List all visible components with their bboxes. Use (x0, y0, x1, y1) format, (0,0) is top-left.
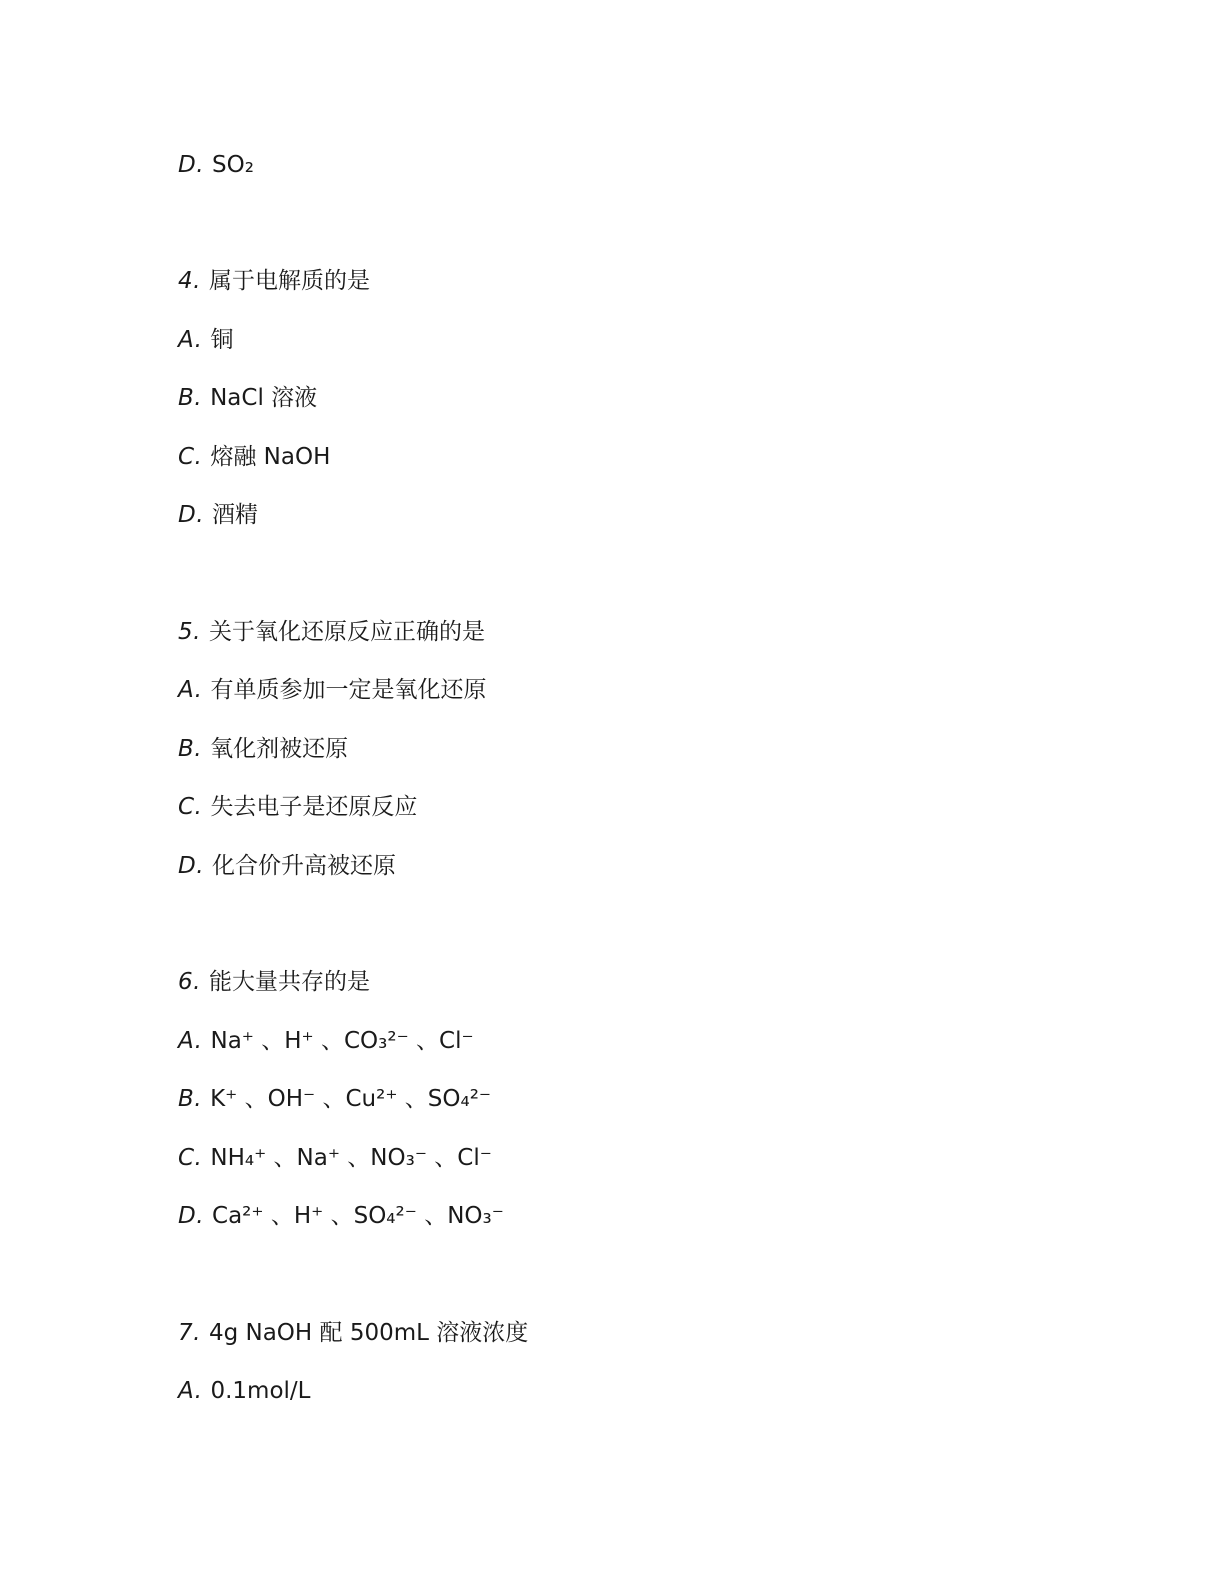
option-text: NH₄⁺ 、Na⁺ 、NO₃⁻ 、Cl⁻ (210, 1145, 492, 1171)
question-7 (178, 1318, 528, 1348)
option-6a (178, 1026, 474, 1056)
question-5 (178, 617, 485, 647)
question-text: 属于电解质的是 (208, 268, 370, 294)
option-label: B. (178, 736, 203, 762)
option-5c (178, 792, 417, 822)
option-text: 铜 (210, 327, 234, 353)
option-label: B. (178, 1086, 203, 1112)
option-4a (178, 325, 233, 355)
option-label: A. (178, 1028, 203, 1054)
option-label: B. (178, 385, 203, 411)
option-text: 酒精 (212, 502, 259, 528)
question-text: 关于氧化还原反应正确的是 (208, 619, 485, 645)
option-4d (178, 500, 258, 530)
question-text: 4g NaOH 配 500mL 溶液浓度 (208, 1320, 529, 1346)
option-label: D. (178, 853, 205, 879)
option-text: Na⁺ 、H⁺ 、CO₃²⁻ 、Cl⁻ (210, 1028, 474, 1054)
option-7a (178, 1376, 311, 1406)
option-5b (178, 734, 348, 764)
question-4 (178, 266, 370, 296)
option-label: D. (178, 152, 205, 178)
question-6 (178, 967, 370, 997)
question-text: 能大量共存的是 (208, 969, 370, 995)
option-label: D. (178, 502, 205, 528)
question-number: 6. (178, 969, 201, 995)
option-label: A. (178, 1378, 203, 1404)
option-6d (178, 1201, 504, 1231)
question-number: 4. (178, 268, 201, 294)
option-6b (178, 1084, 491, 1114)
option-text: 化合价升高被还原 (212, 853, 397, 879)
question-number: 5. (178, 619, 201, 645)
option-text: 有单质参加一定是氧化还原 (210, 677, 487, 703)
option-4b (178, 383, 317, 413)
option-label: A. (178, 327, 203, 353)
option-label: D. (178, 1203, 205, 1229)
option-text: 0.1mol/L (210, 1378, 311, 1404)
option-5a (178, 675, 486, 705)
option-text: 失去电子是还原反应 (210, 794, 418, 820)
option-label: A. (178, 677, 203, 703)
option-label: C. (178, 794, 203, 820)
option-text: SO₂ (212, 152, 254, 178)
option-3d (178, 150, 254, 180)
option-4c (178, 442, 330, 472)
option-6c (178, 1143, 492, 1173)
option-text: 熔融 NaOH (210, 444, 331, 470)
option-label: C. (178, 1145, 203, 1171)
option-text: NaCl 溶液 (210, 385, 318, 411)
question-number: 7. (178, 1320, 201, 1346)
option-text: Ca²⁺ 、H⁺ 、SO₄²⁻ 、NO₃⁻ (212, 1203, 504, 1229)
option-text: 氧化剂被还原 (210, 736, 349, 762)
option-5d (178, 851, 396, 881)
option-text: K⁺ 、OH⁻ 、Cu²⁺ 、SO₄²⁻ (210, 1086, 492, 1112)
option-label: C. (178, 444, 203, 470)
